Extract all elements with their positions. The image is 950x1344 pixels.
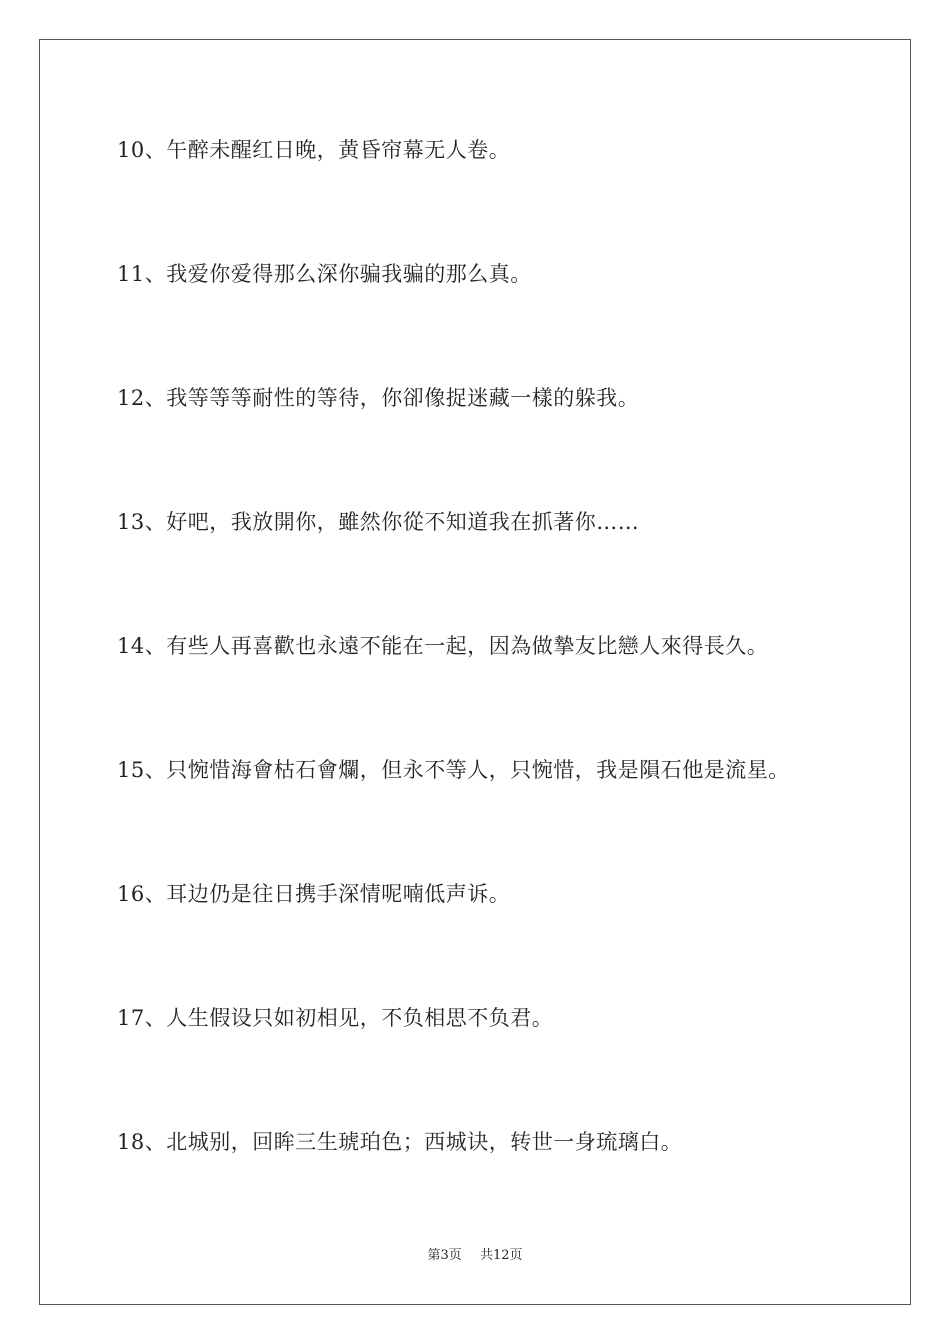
verse-line-16: 16、耳边仍是往日携手深情呢喃低声诉。 [117,882,511,906]
page-frame [39,39,911,1305]
page-number: 第3页 [427,1248,462,1263]
verse-line-12: 12、我等等等耐性的等待，你卻像捉迷藏一樣的躲我。 [117,386,640,410]
verse-line-15: 15、只惋惜海會枯石會爛，但永不等人，只惋惜，我是隕石他是流星。 [117,758,790,782]
verse-line-11: 11、我爱你爱得那么深你骗我骗的那么真。 [117,262,532,286]
verse-line-13: 13、好吧，我放開你，雖然你從不知道我在抓著你…… [117,510,640,534]
verse-line-10: 10、午醉未醒红日晚，黄昏帘幕无人卷。 [117,138,511,162]
verse-line-18: 18、北城别，回眸三生琥珀色；西城诀，转世一身琉璃白。 [117,1130,683,1154]
total-pages: 共12页 [479,1248,523,1263]
verse-line-17: 17、人生假设只如初相见，不负相思不负君。 [117,1006,554,1030]
page-footer [0,1247,950,1265]
verse-line-14: 14、有些人再喜歡也永遠不能在一起，因為做摯友比戀人來得長久。 [117,634,769,658]
